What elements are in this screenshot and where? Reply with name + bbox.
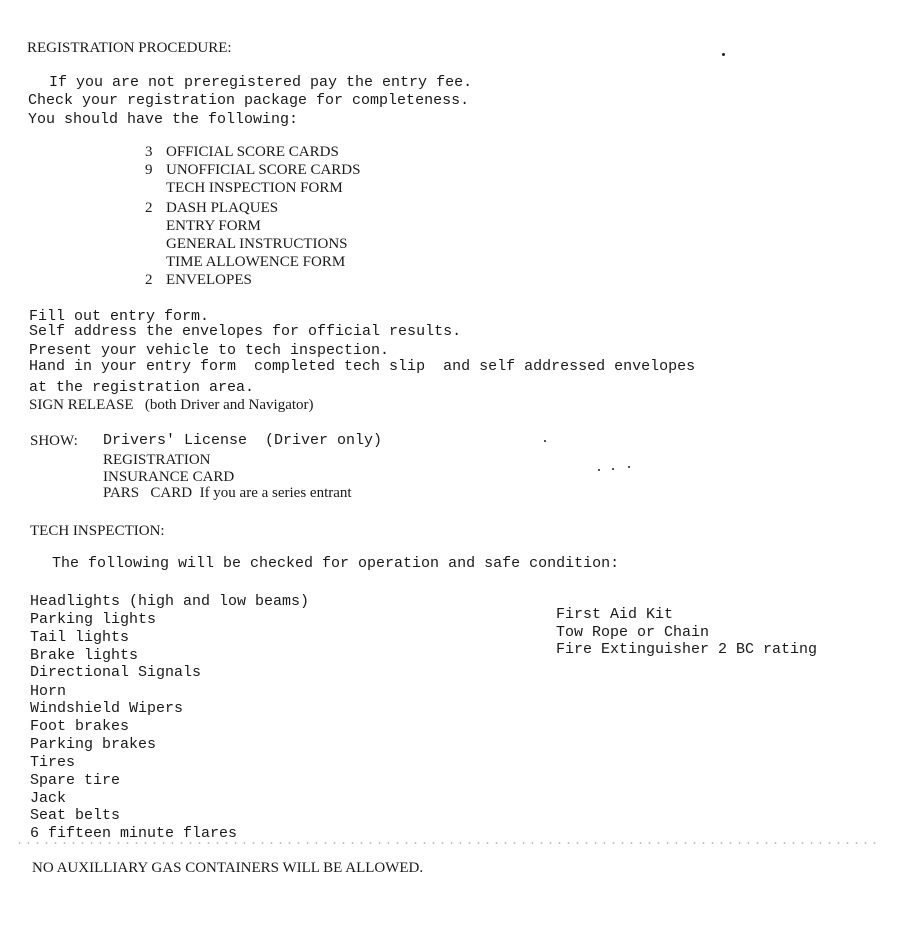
show-item: PARS CARD If you are a series entrant — [103, 485, 352, 501]
package-item-qty: 3 — [145, 144, 153, 160]
tech-item: Seat belts — [30, 807, 121, 824]
registration-step: at the registration area. — [29, 379, 255, 396]
tech-heading: TECH INSPECTION: — [30, 523, 165, 539]
tech-item-right: Fire Extinguisher 2 BC rating — [556, 641, 818, 658]
package-item: OFFICIAL SCORE CARDS — [166, 144, 339, 160]
scan-speck — [544, 440, 546, 442]
package-item-qty: 9 — [145, 162, 153, 178]
tech-item: Directional Signals — [30, 664, 202, 681]
package-item: TECH INSPECTION FORM — [166, 180, 343, 196]
tech-item: Horn — [30, 683, 67, 700]
registration-intro-line: If you are not preregistered pay the entry fee. — [49, 74, 473, 91]
tech-item-right: First Aid Kit — [556, 606, 674, 623]
tech-item: 6 fifteen minute flares — [30, 825, 238, 842]
package-item: ENTRY FORM — [166, 218, 261, 234]
tech-item: Parking brakes — [30, 736, 157, 753]
tech-item: Tail lights — [30, 629, 130, 646]
tech-item: Tires — [30, 754, 76, 771]
tech-item: Headlights (high and low beams) — [30, 593, 310, 610]
package-item: UNOFFICIAL SCORE CARDS — [166, 162, 361, 178]
tech-intro: The following will be checked for operation and safe condition: — [52, 555, 620, 572]
show-item: REGISTRATION — [103, 452, 211, 468]
scan-speck — [598, 469, 600, 471]
show-label: SHOW: — [30, 433, 78, 449]
show-item: INSURANCE CARD — [103, 469, 235, 485]
scan-noise-row — [15, 842, 880, 844]
registration-step: Present your vehicle to tech inspection. — [29, 342, 390, 359]
tech-item: Jack — [30, 790, 67, 807]
scan-speck — [612, 468, 614, 470]
footer-notice: NO AUXILLIARY GAS CONTAINERS WILL BE ALLOWED. — [32, 860, 424, 876]
registration-step: Fill out entry form. — [29, 308, 210, 325]
sign-release-line: SIGN RELEASE (both Driver and Navigator) — [29, 397, 314, 413]
tech-item-right: Tow Rope or Chain — [556, 624, 710, 641]
show-item: Drivers' License (Driver only) — [103, 432, 383, 449]
registration-intro-line: You should have the following: — [28, 111, 299, 128]
package-item: TIME ALLOWENCE FORM — [166, 254, 346, 270]
tech-item: Foot brakes — [30, 718, 130, 735]
registration-step: Self address the envelopes for official results. — [29, 323, 462, 340]
tech-item: Parking lights — [30, 611, 157, 628]
scan-speck — [628, 466, 630, 468]
package-item-qty: 2 — [145, 272, 153, 288]
tech-item: Windshield Wipers — [30, 700, 184, 717]
registration-step: Hand in your entry form completed tech slip and self addressed envelopes — [29, 358, 696, 375]
registration-intro-line: Check your registration package for completeness. — [28, 92, 470, 109]
package-item: ENVELOPES — [166, 272, 252, 288]
scan-speck — [722, 53, 725, 56]
package-item: GENERAL INSTRUCTIONS — [166, 236, 348, 252]
registration-heading: REGISTRATION PROCEDURE: — [27, 40, 232, 56]
tech-item: Spare tire — [30, 772, 121, 789]
package-item: DASH PLAQUES — [166, 200, 279, 216]
package-item-qty: 2 — [145, 200, 153, 216]
tech-item: Brake lights — [30, 647, 139, 664]
